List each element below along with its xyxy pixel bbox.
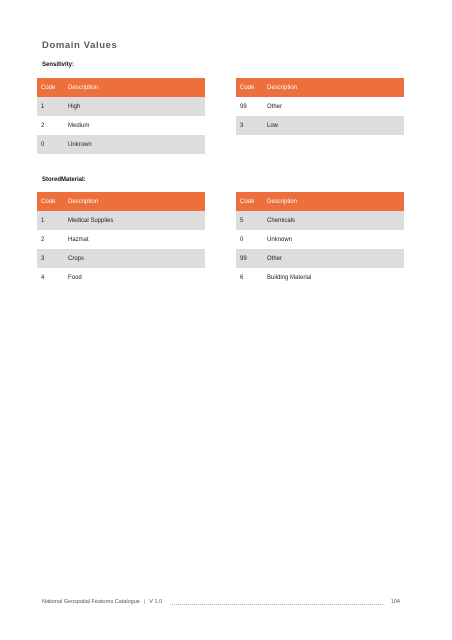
cell-description: Other — [267, 249, 404, 268]
column-header-description: Description — [267, 192, 404, 211]
table-row — [37, 211, 205, 230]
cell-description: Building Material — [267, 274, 312, 281]
section-label-storedmaterial: StoredMaterial: — [42, 177, 86, 183]
table-row — [236, 211, 404, 230]
table-row — [37, 135, 205, 154]
table-row — [37, 249, 205, 268]
column-header-code: Code — [37, 78, 68, 97]
cell-code: 0 — [240, 236, 244, 243]
column-header-code: Code — [236, 192, 267, 211]
table-row — [37, 268, 205, 287]
table-row — [236, 230, 404, 249]
cell-code: 2 — [41, 122, 45, 129]
cell-description: Hazmat — [68, 236, 89, 243]
cell-code: 1 — [37, 97, 68, 116]
footer-version: V 1.0 — [149, 599, 163, 605]
cell-description: Crops — [68, 249, 205, 268]
storedmaterial-table-left — [37, 192, 205, 287]
footer-separator: | — [143, 599, 146, 605]
table-row — [236, 268, 404, 287]
table-row — [37, 97, 205, 116]
footer-dot-leader — [170, 600, 383, 605]
table-row — [236, 116, 404, 135]
cell-description: Food — [68, 274, 82, 281]
footer-page-number: 104 — [390, 599, 400, 605]
cell-code: 6 — [240, 274, 244, 281]
cell-description: Chemicals — [267, 211, 404, 230]
sensitivity-table-left — [37, 78, 205, 154]
cell-description: Low — [267, 116, 404, 135]
cell-description: High — [68, 97, 205, 116]
cell-code: 4 — [41, 274, 45, 281]
table-header-row — [236, 78, 404, 97]
column-header-description: Description — [68, 192, 205, 211]
table-header-row — [37, 78, 205, 97]
cell-code: 5 — [236, 211, 267, 230]
cell-code: 99 — [240, 103, 247, 110]
sensitivity-table-right — [236, 78, 404, 135]
table-header-row — [37, 192, 205, 211]
cell-code: 99 — [236, 249, 267, 268]
column-header-code: Code — [236, 78, 267, 97]
cell-description: Medical Supplies — [68, 211, 205, 230]
page-heading: Domain Values — [42, 40, 118, 51]
table-row — [236, 97, 404, 116]
storedmaterial-table-right — [236, 192, 404, 287]
cell-description: Unknown — [267, 236, 293, 243]
column-header-code: Code — [37, 192, 68, 211]
table-row — [37, 116, 205, 135]
table-header-row — [236, 192, 404, 211]
cell-description: Medium — [68, 122, 90, 129]
cell-code: 2 — [41, 236, 45, 243]
cell-code: 0 — [37, 135, 68, 154]
table-row — [236, 249, 404, 268]
cell-code: 3 — [236, 116, 267, 135]
cell-code: 1 — [37, 211, 68, 230]
page-footer — [42, 599, 400, 605]
cell-description: Other — [267, 103, 283, 110]
cell-code: 3 — [37, 249, 68, 268]
footer-title: National Geospatial Features Catalogue — [42, 599, 140, 605]
section-label-sensitivity: Sensitivity: — [42, 62, 75, 68]
table-row — [37, 230, 205, 249]
cell-description: Unkrown — [68, 135, 205, 154]
column-header-description: Description — [68, 78, 205, 97]
column-header-description: Description — [267, 78, 404, 97]
